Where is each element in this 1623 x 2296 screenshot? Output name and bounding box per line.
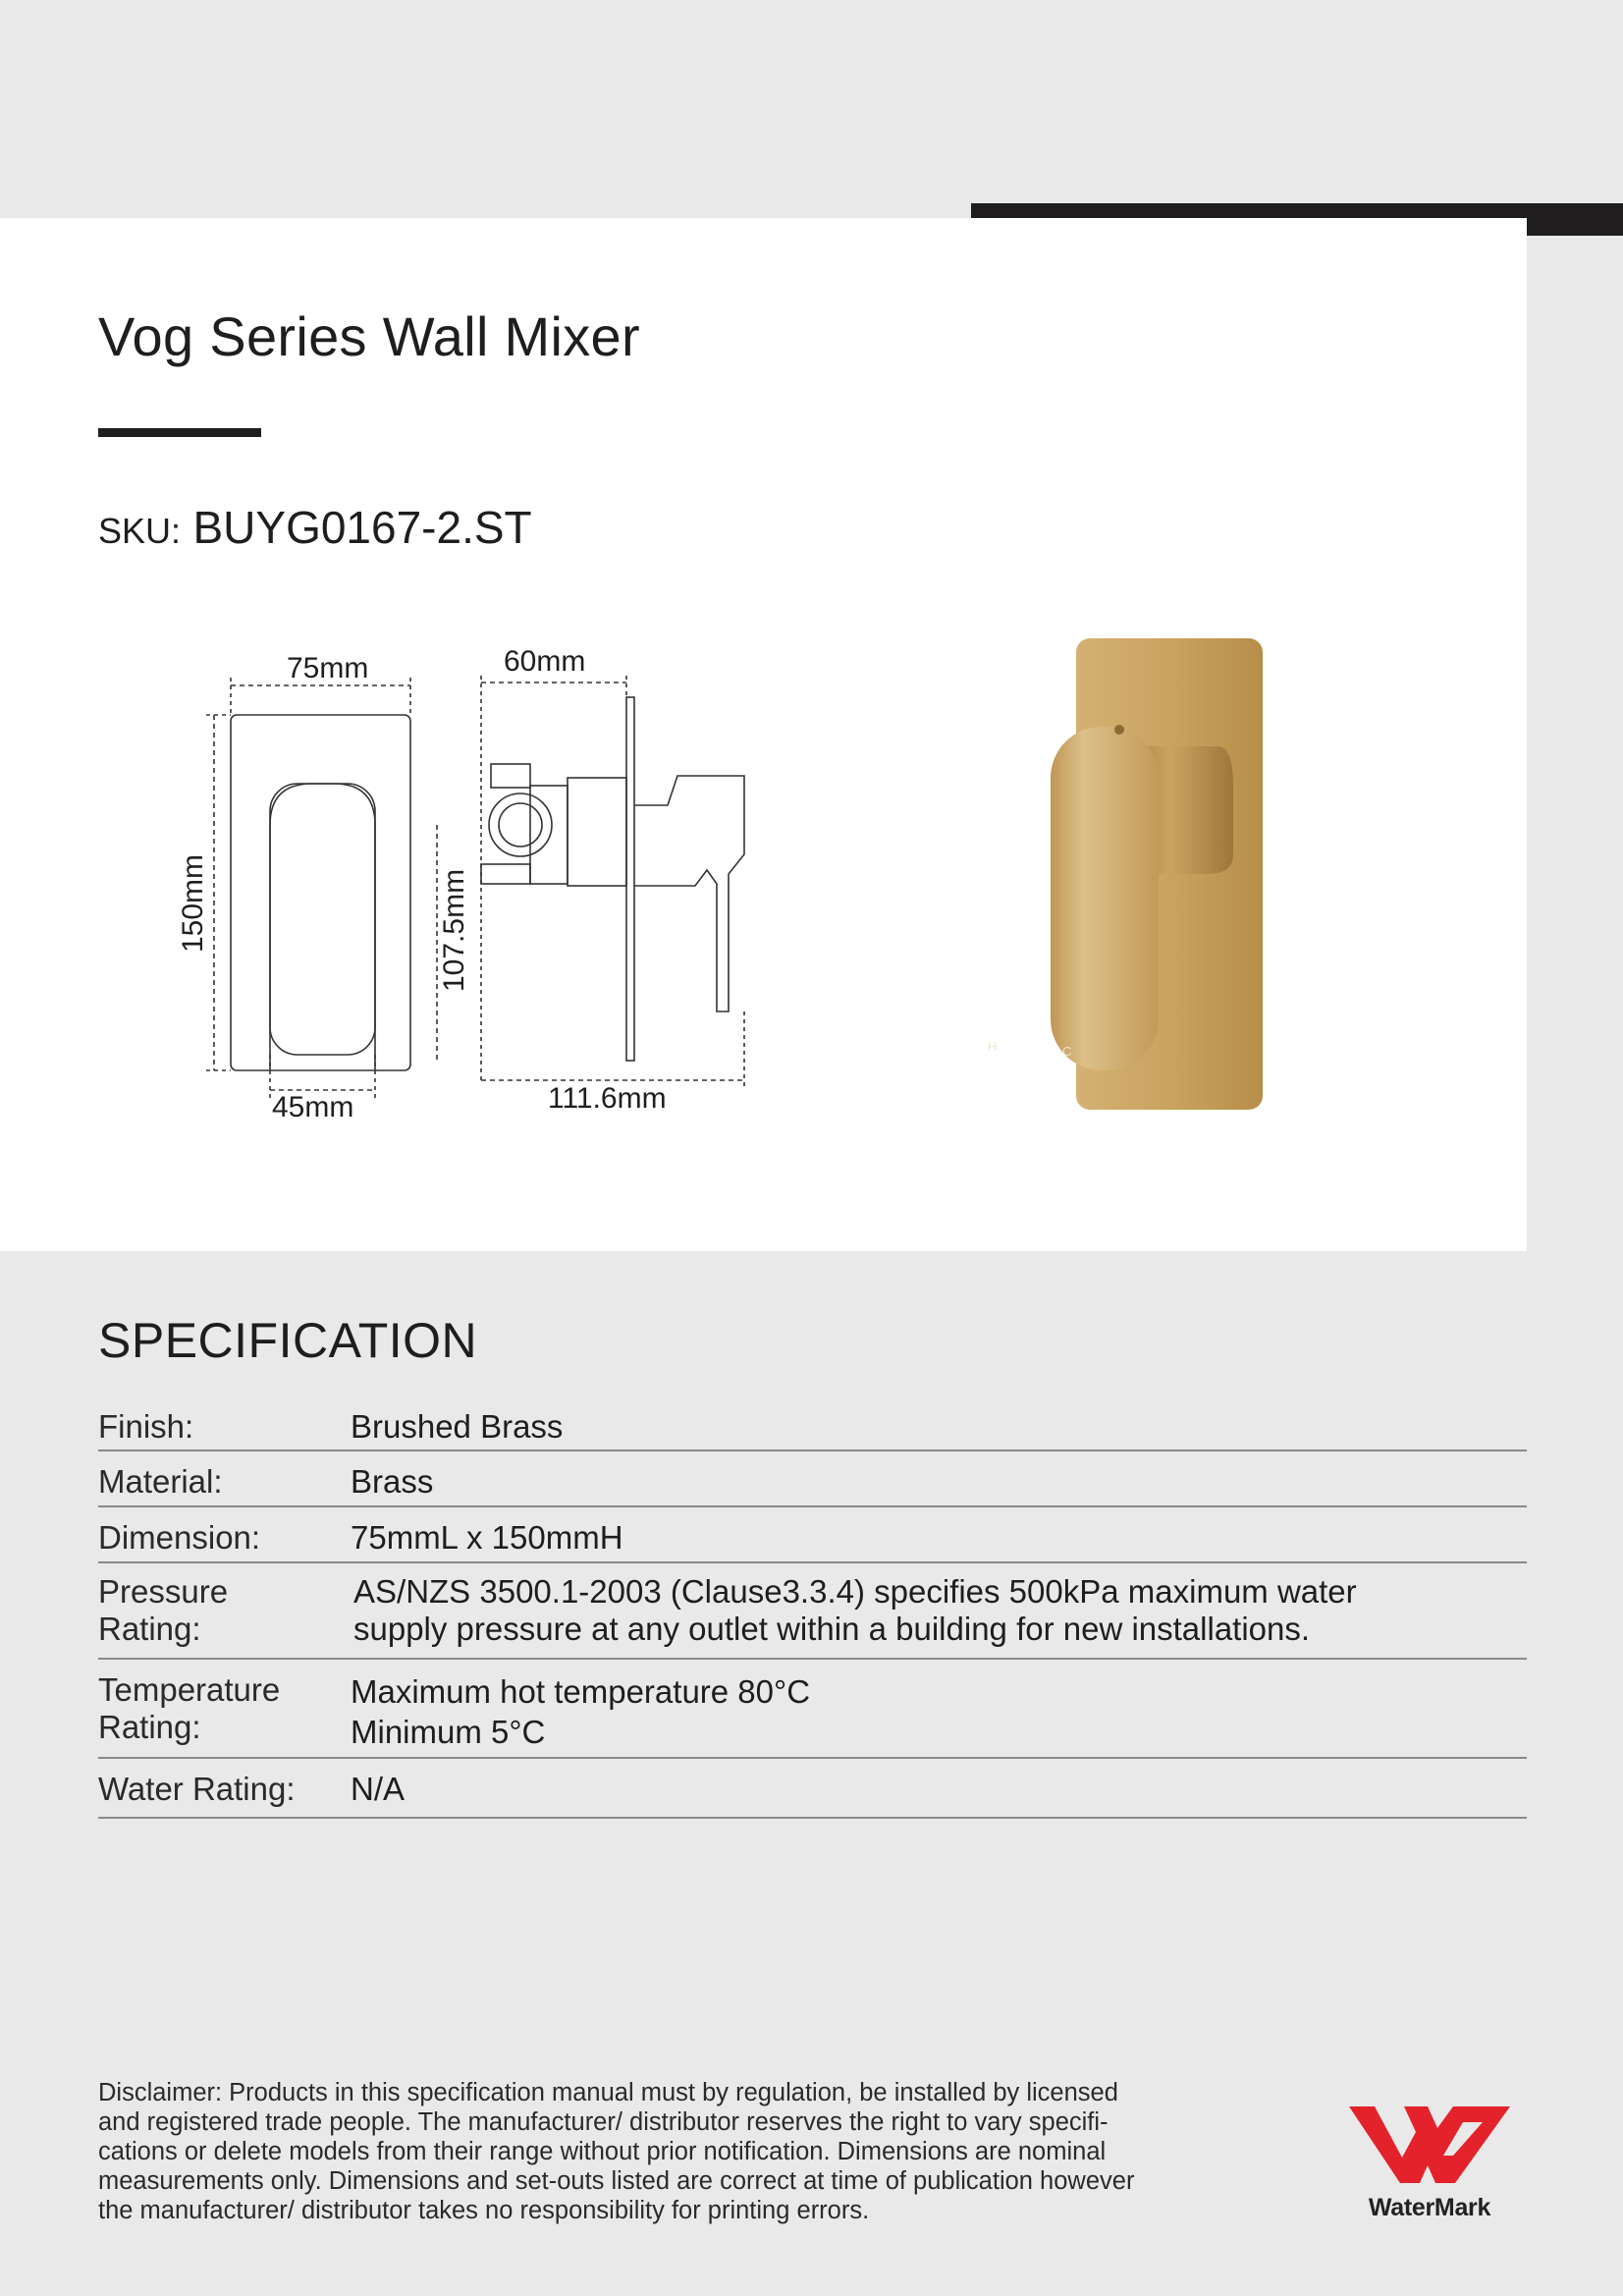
spec-label-line: Pressure (98, 1573, 229, 1610)
watermark-logo (1345, 2097, 1514, 2222)
dimension-drawing (157, 629, 766, 1139)
spec-label-line: Rating: (98, 1709, 201, 1745)
watermark-icon (1345, 2097, 1514, 2187)
front-plate-outline (231, 715, 410, 1070)
spec-label: Water Rating: (98, 1771, 296, 1807)
spec-row-water-rating (98, 1759, 1527, 1819)
spec-row-finish (98, 1394, 1527, 1451)
dim-depth: 60mm (504, 645, 586, 678)
spec-value (351, 1573, 1527, 1658)
spec-value-line: Maximum hot temperature 80°C (351, 1673, 811, 1710)
spec-label (98, 1671, 351, 1757)
disclaimer-line: and registered trade people. The manufacturer/ distributor reserves the right to vary specifi- (98, 2108, 1109, 2136)
sku-line (98, 501, 532, 554)
side-fitting (530, 786, 568, 884)
dim-width-front: 75mm (287, 652, 369, 684)
disclaimer-line: cations or delete models from their range without prior notification. Dimensions are nominal (98, 2138, 1107, 2165)
product-photo (962, 629, 1296, 1120)
spec-value-line: Minimum 5°C (351, 1714, 546, 1750)
spec-value: N/A (351, 1771, 406, 1807)
disclaimer-line: measurements only. Dimensions and set-outs listed are correct at time of publication however (98, 2167, 1135, 2195)
spec-label: Finish: (98, 1408, 194, 1445)
disclaimer-line: the manufacturer/ distributor takes no responsibility for printing errors. (98, 2197, 870, 2224)
front-lever-outline (270, 784, 375, 1070)
spec-value: Brushed Brass (351, 1408, 564, 1445)
sku-label: SKU: (98, 511, 182, 551)
side-fitting-bottom (481, 864, 530, 884)
title-underline (98, 428, 261, 437)
watermark-logo-text: WaterMark (1368, 2194, 1491, 2221)
side-body (568, 778, 626, 886)
spec-label: Material: (98, 1463, 223, 1500)
side-fitting-top (491, 764, 530, 788)
sku-value: BUYG0167-2.ST (192, 502, 532, 553)
spec-value (351, 1671, 1527, 1757)
dim-total-depth: 111.6mm (548, 1082, 667, 1115)
cold-mark: C (1062, 1044, 1072, 1059)
spec-label-line: Temperature (98, 1671, 281, 1708)
disclaimer-line: Disclaimer: Products in this specification manual must by regulation, be installed by licensed (98, 2079, 1118, 2106)
side-plate (626, 697, 634, 1061)
dim-inner-width: 45mm (272, 1091, 354, 1123)
specification-table (98, 1394, 1527, 1819)
hot-mark: H (988, 1039, 998, 1054)
specification-heading: SPECIFICATION (98, 1313, 478, 1368)
spec-row-dimension (98, 1507, 1527, 1563)
dim-inner-height: 107.5mm (438, 868, 470, 992)
spec-row-material (98, 1451, 1527, 1507)
front-lever-body (270, 784, 375, 1055)
spec-value-line: AS/NZS 3500.1-2003 (Clause3.3.4) specifies 500kPa maximum water (353, 1573, 1357, 1610)
page-title: Vog Series Wall Mixer (98, 305, 640, 367)
spec-label-line: Rating: (98, 1611, 201, 1647)
dim-height-front: 150mm (177, 853, 209, 953)
disclaimer-text (98, 2078, 1198, 2225)
spec-value: Brass (351, 1463, 434, 1500)
spec-label: Dimension: (98, 1519, 261, 1556)
side-inlet-inner (499, 803, 542, 847)
spec-value-line: supply pressure at any outlet within a building for new installations. (353, 1611, 1311, 1647)
spec-row-pressure (98, 1563, 1527, 1660)
spec-value: 75mmL x 150mmH (351, 1519, 623, 1556)
spec-row-temperature (98, 1660, 1527, 1759)
spec-label (98, 1573, 351, 1658)
lever-handle (1051, 727, 1159, 1070)
lever-screw (1114, 725, 1124, 735)
side-lever (634, 776, 744, 1011)
